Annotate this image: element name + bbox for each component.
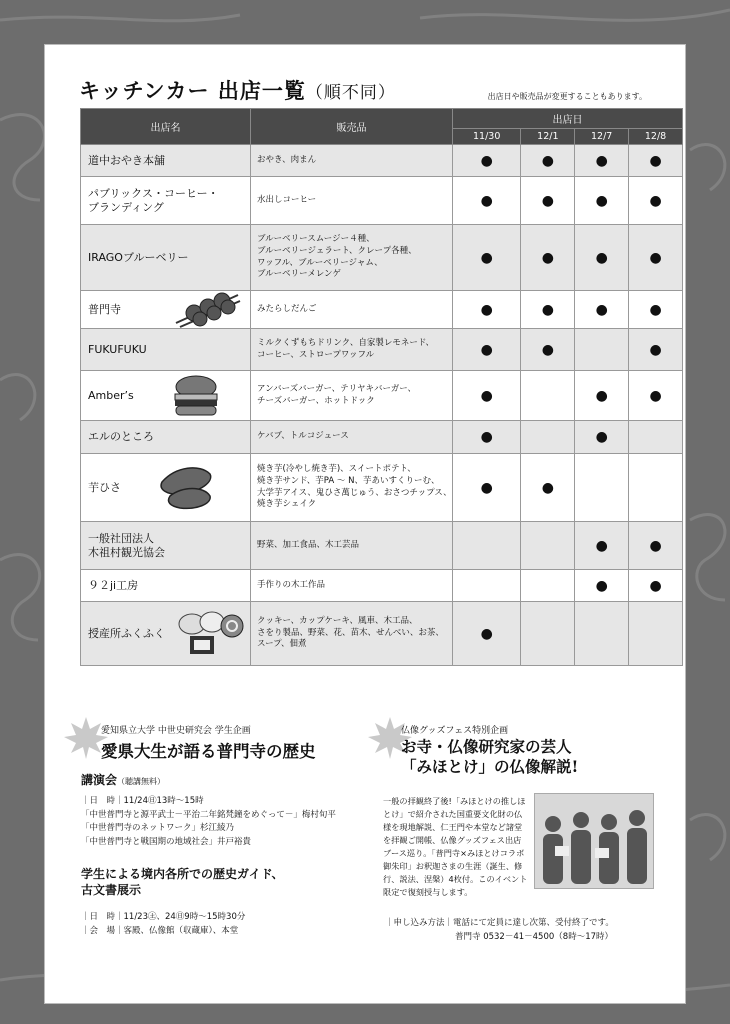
attendance-cell-12-1 [521,570,575,602]
attendance-cell-12-8: ● [629,329,683,371]
attendance-cell-11-30: ● [453,454,521,522]
date-header: 12/7 [575,129,629,145]
phone-info: 普門寺 0532－41－4500（8時～17時） [455,931,614,942]
shop-items: ブルーベリースムージー４種、 ブルーベリージェラート、クレープ各種、 ワッフル、ブルーベリージャム、 ブルーベリーメレンゲ [251,225,453,291]
talk-item: 「中世普門寺と戦国期の地域社会」井戸裕貴 [81,836,252,847]
shop-name-text: 芋ひさ [88,480,121,494]
table-row [81,371,683,421]
left-title: 愛県大生が語る普門寺の歴史 [101,742,316,761]
attendance-cell-12-7: ● [575,522,629,570]
left-kicker: 愛知県立大学 中世史研究会 学生企画 [101,726,251,736]
flyer-page [44,44,686,1004]
right-title-line1: お寺・仏像研究家の芸人 [401,737,572,756]
shop-name-text: 授産所ふくふく [88,626,165,640]
table-row [81,570,683,602]
attendance-cell-12-1: ● [521,291,575,329]
page-title-paren: （順不同） [305,83,396,103]
col-header-shop: 出店名 [81,109,251,145]
table-row [81,522,683,570]
attendance-cell-12-7 [575,329,629,371]
attendance-cell-11-30: ● [453,225,521,291]
attendance-cell-11-30 [453,522,521,570]
lecture-note: （聴講無料） [117,777,166,786]
attendance-cell-12-1 [521,602,575,666]
attendance-cell-12-8: ● [629,225,683,291]
shop-name [81,522,251,570]
shop-items: クッキー、カップケーキ、風車、木工品、 さをり製品、野菜、花、苗木、せんべい、お茶、 スープ、佃煮 [251,602,453,666]
shop-name-text: パブリックス・コーヒー・ ブランディング [88,186,219,214]
date-header: 11/30 [453,129,521,145]
shop-name-text: 普門寺 [88,302,121,316]
change-note: 出店日や販売品が変更することもあります。 [487,92,647,101]
guide-info [81,911,245,938]
table-row [81,291,683,329]
kitchen-car-table [80,108,683,666]
page-title-text: キッチンカー 出店一覧 [79,79,306,103]
attendance-cell-12-7: ● [575,371,629,421]
guide-place: ｜会 場｜客殿、仏像館（収蔵庫）、本堂 [81,925,239,936]
attendance-cell-12-1: ● [521,145,575,177]
shop-items: 手作りの木工作品 [251,570,453,602]
attendance-cell-11-30: ● [453,329,521,371]
right-kicker: 仏像グッズフェス特別企画 [401,726,509,736]
shop-name [81,145,251,177]
attendance-cell-12-1: ● [521,177,575,225]
shop-name [81,177,251,225]
attendance-cell-12-7: ● [575,291,629,329]
attendance-cell-12-8 [629,454,683,522]
col-header-dates: 出店日 [453,109,683,129]
people-silhouette-icon [535,794,655,890]
shop-name [81,421,251,454]
guide-title-line2: 古文書展示 [81,882,142,897]
attendance-cell-12-8 [629,421,683,454]
shop-name-text: エルのところ [88,430,154,444]
shop-items: アンバーズバーガー、テリヤキバーガー、 チーズバーガー、ホットドック [251,371,453,421]
sweet-potato-icon [156,462,216,512]
attendance-cell-12-1 [521,522,575,570]
shop-items: ケバブ、トルコジュース [251,421,453,454]
performers-photo [534,793,654,889]
shop-name [81,570,251,602]
table-row [81,421,683,454]
table-body [81,145,683,666]
shop-items: 水出しコーヒー [251,177,453,225]
attendance-cell-12-7: ● [575,225,629,291]
attendance-cell-12-8: ● [629,570,683,602]
lecture-title-text: 講演会 [81,773,118,787]
attendance-cell-12-8: ● [629,145,683,177]
attendance-cell-12-1: ● [521,225,575,291]
shop-name-text: FUKUFUKU [88,342,147,356]
attendance-cell-11-30: ● [453,145,521,177]
attendance-cell-12-1: ● [521,454,575,522]
shop-name [81,371,251,421]
attendance-cell-12-7: ● [575,570,629,602]
attendance-cell-11-30: ● [453,602,521,666]
attendance-cell-12-8: ● [629,177,683,225]
table-row [81,177,683,225]
shop-items: 野菜、加工食品、木工芸品 [251,522,453,570]
event-description: 一般の拝観終了後!「みほとけの推しほとけ」で紹介された国重要文化財の仏様を現地解説、仁王門や本堂など諸堂を拝観ご開帳、仏像グッズフェス出店ブース巡り。「普門寺×みほとけコラボ御朱印」お釈迦さまの生涯（誕生、修行、説法、涅槃）4枚付。このイベント限定で復刻授与します。 [383,796,528,897]
shop-name [81,291,251,329]
guide-title [81,867,284,898]
shop-name [81,329,251,371]
attendance-cell-11-30 [453,570,521,602]
attendance-cell-11-30: ● [453,371,521,421]
shop-name-text: 一般社団法人 木祖村観光協会 [88,531,165,559]
attendance-cell-12-7: ● [575,421,629,454]
shop-items: ミルクくずもちドリンク、自家製レモネード、 コーヒー、ストロープワッフル [251,329,453,371]
attendance-cell-12-8: ● [629,522,683,570]
attendance-cell-12-7: ● [575,177,629,225]
attendance-cell-12-7: ● [575,145,629,177]
lecture-info [81,795,336,849]
attendance-cell-12-7 [575,454,629,522]
shop-name-text: ９２ji工房 [88,578,139,592]
page-title [79,75,396,105]
attendance-cell-12-8: ● [629,291,683,329]
burger-icon [172,374,220,418]
table-row [81,145,683,177]
shop-name [81,454,251,522]
apply-method: ｜申し込み方法｜電話にて定員に達し次第、受付終了です。 [385,918,614,928]
talk-item: 「中世普門寺と源平武士－平治二年銘梵鐘をめぐって－」梅村旬平 [81,809,336,820]
shop-name-text: 道中おやき本舗 [88,153,165,167]
guide-title-line1: 学生による境内各所での歴史ガイド、 [81,867,284,881]
attendance-cell-12-1 [521,421,575,454]
lecture-title [81,771,165,788]
table-row [81,329,683,371]
attendance-cell-11-30: ● [453,421,521,454]
shop-items: 焼き芋(冷やし焼き芋)、スイートポテト、 焼き芋サンド、芋PA ～ N、芋あいすくりーむ、 大学芋アイス、鬼ひさ萬じゅう、おさつチップス、 焼き芋シェイク [251,454,453,522]
shop-name [81,225,251,291]
attendance-cell-11-30: ● [453,177,521,225]
talk-item: 「中世普門寺のネットワーク」杉江綾乃 [81,823,235,834]
table-row [81,225,683,291]
table-row [81,602,683,666]
sweets-icon [176,608,246,658]
right-title-line2: 「みほとけ」の仏像解説! [401,757,579,777]
attendance-cell-12-8: ● [629,371,683,421]
col-header-items: 販売品 [251,109,453,145]
right-title [401,737,578,777]
attendance-cell-12-1 [521,371,575,421]
apply-info [385,917,614,944]
attendance-cell-12-8 [629,602,683,666]
shop-items: おやき、肉まん [251,145,453,177]
shop-items: みたらしだんご [251,291,453,329]
shop-name-text: IRAGOブルーベリー [88,250,189,264]
table-row [81,454,683,522]
dango-icon [170,289,244,329]
shop-name [81,602,251,666]
attendance-cell-12-1: ● [521,329,575,371]
attendance-cell-12-7 [575,602,629,666]
attendance-cell-11-30: ● [453,291,521,329]
lecture-date: ｜日 時｜11/24㊐13時～15時 [81,796,204,806]
shop-name-text: Amber’s [88,388,134,402]
date-header: 12/8 [629,129,683,145]
date-header: 12/1 [521,129,575,145]
guide-date: ｜日 時｜11/23㊏、24㊐9時～15時30分 [81,912,246,922]
